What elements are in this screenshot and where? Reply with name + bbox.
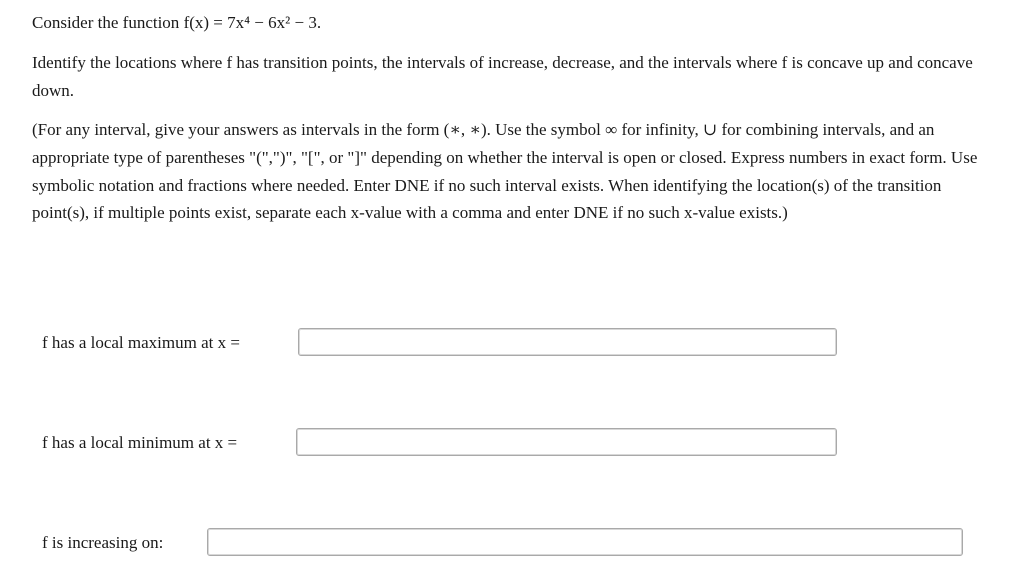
local-min-label: f has a local minimum at x = — [42, 433, 238, 452]
local-max-label: f has a local maximum at x = — [42, 333, 240, 352]
task-paragraph: Identify the locations where f has transition points, the intervals of increase, decrease, and the intervals where f is concave up and concave down. — [32, 53, 973, 100]
instructions-paragraph: (For any interval, give your answers as intervals in the form (∗, ∗). Use the symbol ∞ for infinity, ∪ for combining intervals, and an appropriate type of parentheses "(",")", "[", or "]" depending on whether the interval is open or closed. Express numbers in exact form. Use symbolic notation and fractions where needed. Enter DNE if no such interval exists. When identifying the location(s) of the transition point(s), if multiple points exist, separate each x-value with a comma and enter DNE if no such x-value exists.) — [32, 120, 978, 223]
local-max-input[interactable] — [298, 328, 837, 356]
instructions-text — [32, 116, 997, 227]
task-text — [32, 49, 997, 105]
increasing-label: f is increasing on: — [42, 533, 164, 552]
intro-text: Consider the function — [32, 13, 180, 32]
function-statement — [32, 13, 321, 33]
local-min-input[interactable] — [296, 428, 837, 456]
increasing-input[interactable] — [207, 528, 963, 556]
function-expression: f(x) = 7x⁴ − 6x² − 3. — [183, 13, 322, 32]
